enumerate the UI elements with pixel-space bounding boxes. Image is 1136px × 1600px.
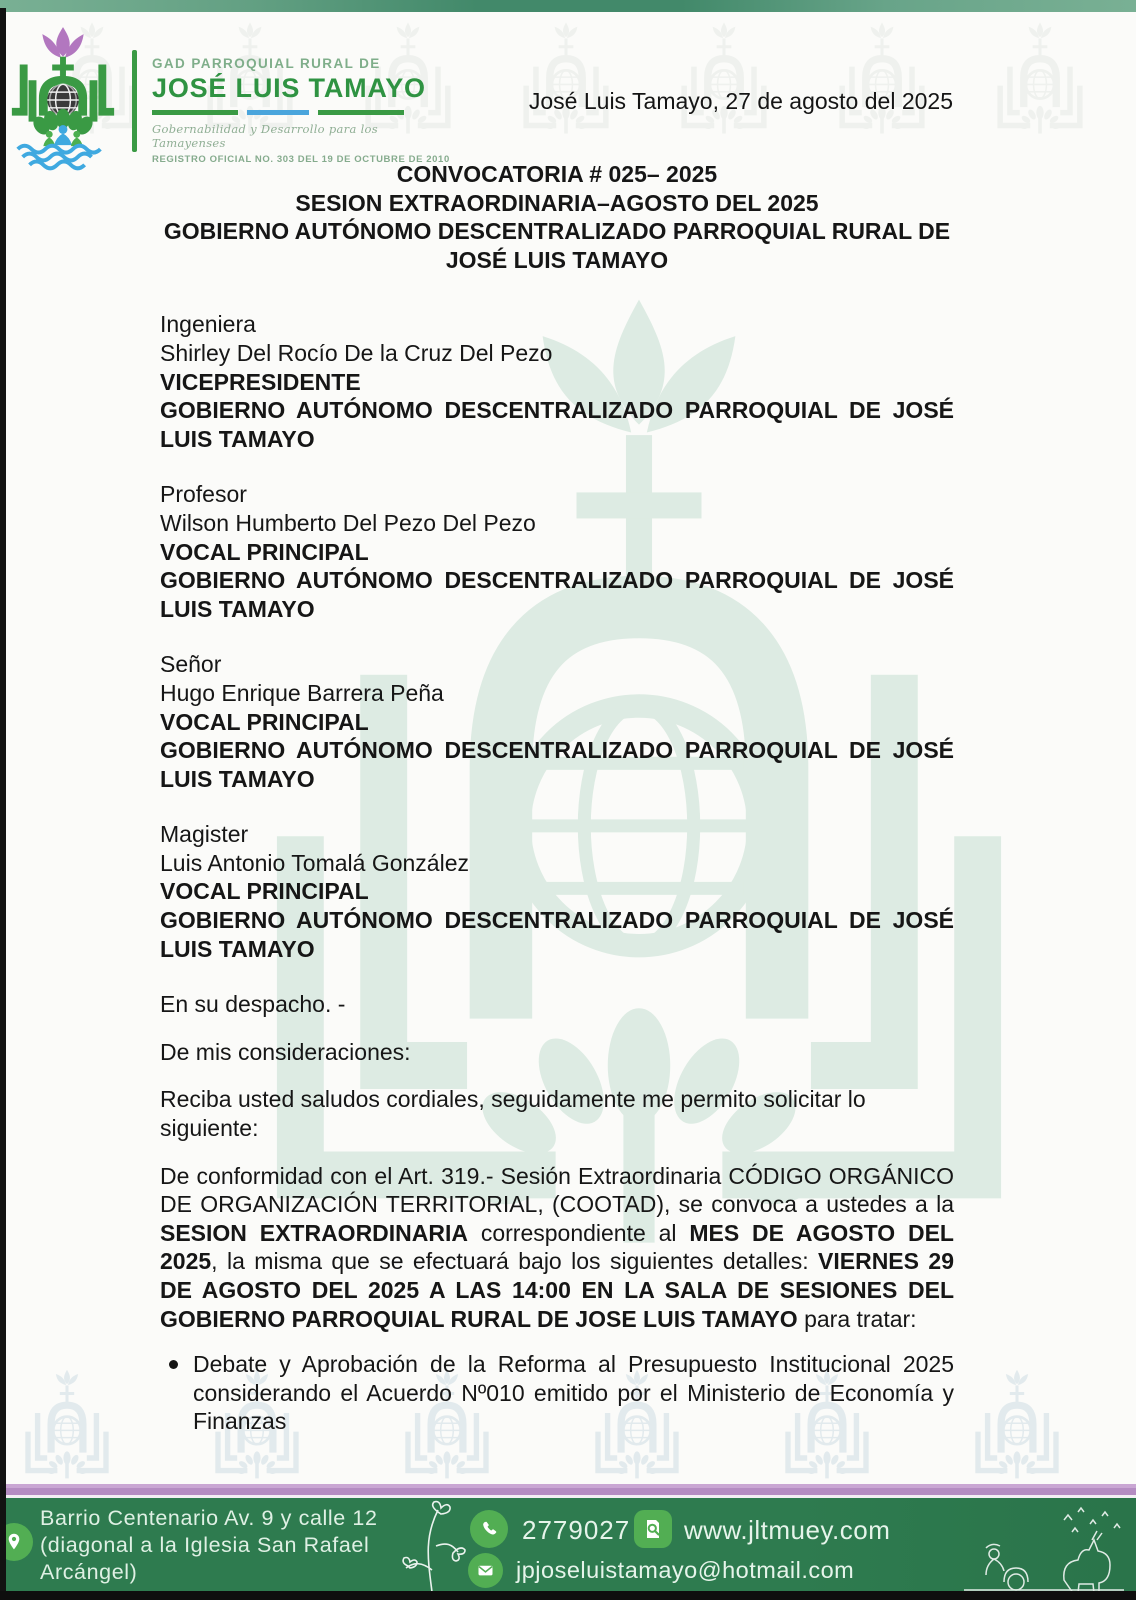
logo-divider — [132, 50, 137, 152]
consideraciones-line: De mis consideraciones: — [160, 1038, 411, 1065]
emblem-watermark-icon — [12, 1368, 122, 1488]
letter-body — [160, 160, 954, 1436]
despacho-line: En su despacho. - — [160, 991, 346, 1018]
scan-left-edge — [0, 8, 6, 1600]
farm-scene-line-art — [944, 1502, 1134, 1594]
envelope-icon — [468, 1553, 503, 1588]
recipient-block — [160, 480, 954, 623]
recipient-role: VOCAL PRINCIPAL — [160, 878, 369, 905]
bullet-icon — [169, 1360, 178, 1369]
institution-logo — [4, 22, 122, 172]
footer-band — [0, 1498, 1136, 1596]
org-name: JOSÉ LUIS TAMAYO — [152, 73, 426, 103]
title-line-3: GOBIERNO AUTÓNOMO DESCENTRALIZADO PARROQUIAL RURAL DE JOSÉ LUIS TAMAYO — [163, 218, 951, 273]
footer-phone: 2779027 — [522, 1515, 631, 1545]
logo-underline-rules — [152, 110, 452, 115]
title-line-1: CONVOCATORIA # 025– 2025 — [396, 161, 718, 187]
recipient-salutation: Ingeniera — [160, 311, 256, 338]
agenda-item-text: Debate y Aprobación de la Reforma al Presupuesto Institucional 2025 considerando el Acuerdo Nº010 emitido por el Ministerio de Economía y Finanzas — [193, 1351, 954, 1435]
saludo-line: Reciba usted saludos cordiales, seguidamente me permito solicitar lo siguiente: — [160, 1086, 866, 1142]
flower-line-art — [398, 1500, 468, 1594]
letterhead — [0, 12, 1136, 165]
phone-icon — [470, 1510, 508, 1548]
recipient-salutation: Magister — [160, 821, 249, 848]
org-supertitle: GAD PARROQUIAL RURAL DE — [152, 56, 381, 71]
footer — [0, 1484, 1136, 1596]
recipient-org: GOBIERNO AUTÓNOMO DESCENTRALIZADO PARROQUIAL DE JOSÉ LUIS TAMAYO — [160, 397, 954, 452]
footer-email: jpjoseluistamayo@hotmail.com — [516, 1557, 855, 1583]
footer-website: www.jltmuey.com — [684, 1515, 891, 1545]
recipient-salutation: Señor — [160, 651, 222, 678]
title-line-2: SESION EXTRAORDINARIA–AGOSTO DEL 2025 — [295, 189, 819, 216]
org-tagline: Gobernabilidad y Desarrollo para los Tamayenses — [152, 122, 378, 150]
scan-bottom-edge — [0, 1591, 1136, 1600]
recipient-block — [160, 310, 954, 453]
footer-address-line: Arcángel) — [40, 1560, 138, 1584]
logo-text-block — [152, 56, 452, 165]
recipient-org: GOBIERNO AUTÓNOMO DESCENTRALIZADO PARROQUIAL DE JOSÉ LUIS TAMAYO — [160, 907, 954, 962]
footer-address — [40, 1505, 378, 1586]
org-registry: REGISTRO OFICIAL NO. 303 DEL 19 DE OCTUBRE DE 2010 — [152, 154, 450, 165]
agenda-item — [160, 1350, 954, 1436]
recipient-name: Luis Antonio Tomalá González — [160, 849, 469, 876]
recipient-org: GOBIERNO AUTÓNOMO DESCENTRALIZADO PARROQUIAL DE JOSÉ LUIS TAMAYO — [160, 737, 954, 792]
recipient-block — [160, 820, 954, 963]
top-green-bar — [0, 0, 1136, 12]
emblem-watermark-icon — [962, 1368, 1072, 1488]
recipient-name: Shirley Del Rocío De la Cruz Del Pezo — [160, 339, 553, 366]
recipient-salutation: Profesor — [160, 481, 247, 508]
recipient-name: Wilson Humberto Del Pezo Del Pezo — [160, 509, 536, 536]
letter-title — [160, 160, 954, 274]
convocation-paragraph: De conformidad con el Art. 319.- Sesión Extraordinaria CÓDIGO ORGÁNICO DE ORGANIZACIÓN TERRITORIAL, (COOTAD), se convoca a ustedes a la SESION EXTRAORDINARIA correspondiente al MES DE AGOSTO DEL 2025, la misma que se efectuará bajo los siguientes detalles: VIERNES 29 DE AGOSTO DEL 2025 A LAS 14:00 EN LA SALA DE SESIONES DEL GOBIERNO PARROQUIAL RURAL DE JOSE LUIS TAMAYO para tratar: — [160, 1162, 954, 1332]
footer-address-line: Barrio Centenario Av. 9 y calle 12 — [40, 1506, 378, 1530]
recipient-org: GOBIERNO AUTÓNOMO DESCENTRALIZADO PARROQUIAL DE JOSÉ LUIS TAMAYO — [160, 567, 954, 622]
web-search-icon — [634, 1510, 672, 1548]
recipient-role: VICEPRESIDENTE — [160, 368, 361, 395]
waves-icon — [18, 146, 101, 169]
footer-stripe-lavender — [0, 1488, 1136, 1495]
recipient-role: VOCAL PRINCIPAL — [160, 708, 369, 735]
recipient-name: Hugo Enrique Barrera Peña — [160, 679, 444, 706]
recipient-block — [160, 650, 954, 793]
footer-address-line: (diagonal a la Iglesia San Rafael — [40, 1533, 370, 1557]
recipient-role: VOCAL PRINCIPAL — [160, 538, 369, 565]
date-line: José Luis Tamayo, 27 de agosto del 2025 — [528, 88, 953, 114]
lotus-icon — [42, 27, 83, 57]
